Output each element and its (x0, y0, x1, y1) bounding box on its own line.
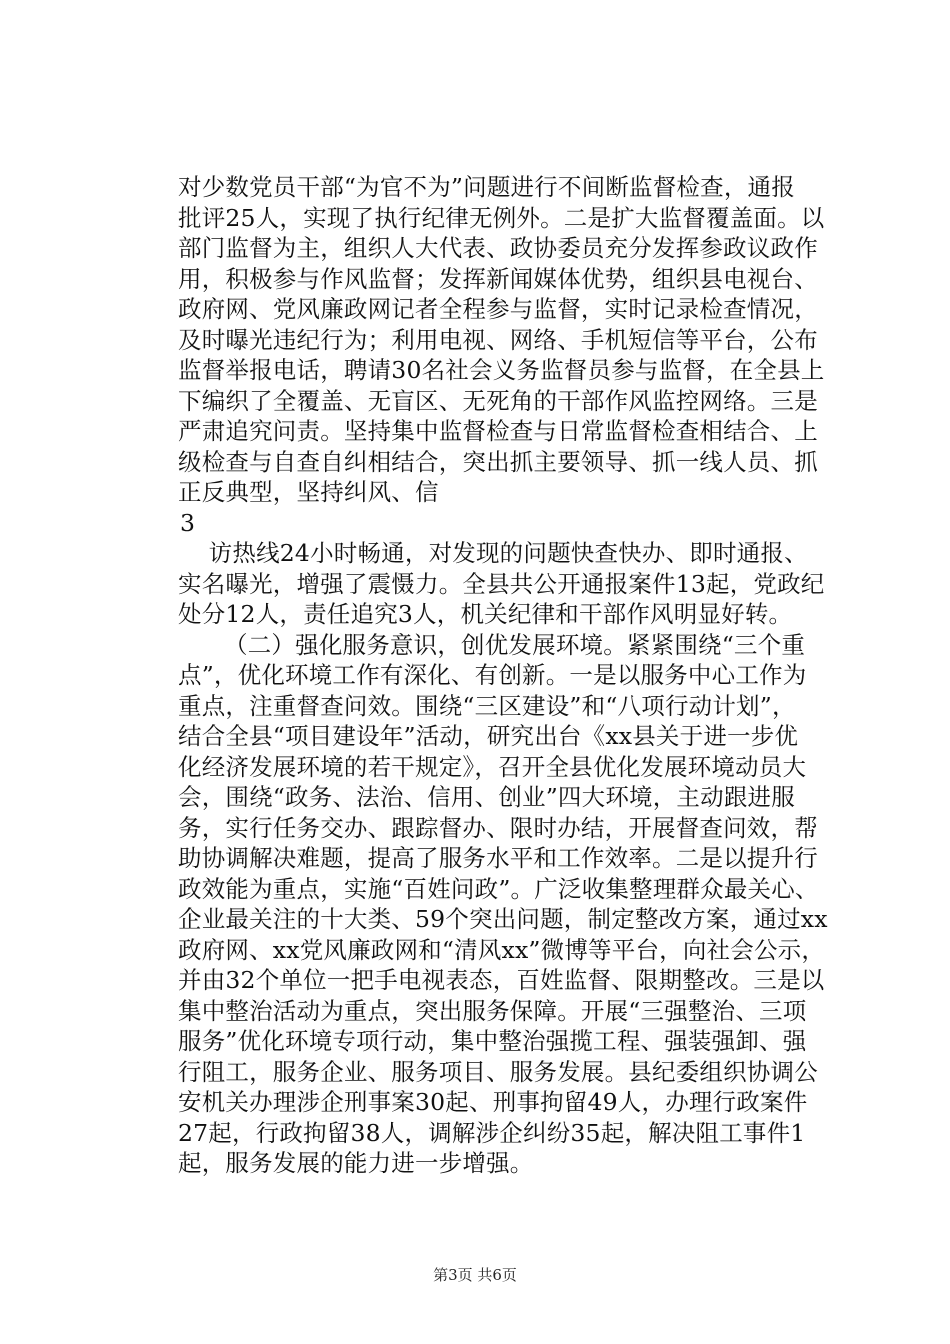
text-line: 27起，行政拘留38人，调解涉企纠纷35起，解决阻工事件1 (178, 1118, 806, 1147)
section-heading-line: （二）强化服务意识，创优发展环境。紧紧围绕“三个重 (178, 630, 806, 659)
text-line: 集中整治活动为重点，突出服务保障。开展“三强整治、三项 (178, 996, 807, 1025)
text-line: 安机关办理涉企刑事案30起、刑事拘留49人，办理行政案件 (178, 1088, 808, 1116)
text-line: 政府网、xx党风廉政网和“清风xx”微博等平台，向社会公示， (178, 935, 826, 964)
text-line: 行阻工，服务企业、服务项目、服务发展。县纪委组织协调公 (178, 1057, 818, 1086)
text-line: 并由32个单位一把手电视表态，百姓监督、限期整改。三是以 (178, 966, 825, 994)
inline-page-number: 3 (180, 508, 196, 537)
text-line: 会，围绕“政务、法治、信用、创业”四大环境，主动跟进服 (178, 783, 795, 811)
page-footer: 第3页 共6页 (433, 1266, 517, 1284)
text-line: 服务”优化环境专项行动，集中整治强揽工程、强装强卸、强 (178, 1027, 807, 1055)
text-line: 政府网、党风廉政网记者全程参与监督，实时记录检查情况， (178, 295, 818, 323)
text-line: 及时曝光违纪行为；利用电视、网络、手机短信等平台，公布 (178, 325, 818, 354)
text-line: 助协调解决难题，提高了服务水平和工作效率。二是以提升行 (178, 844, 818, 872)
text-line: 化经济发展环境的若干规定》，召开全县优化发展环境动员大 (178, 752, 807, 781)
text-line: 监督举报电话，聘请30名社会义务监督员参与监督，在全县上 (178, 356, 825, 384)
text-line: 用，积极参与作风监督；发挥新闻媒体优势，组织县电视台、 (178, 264, 818, 293)
text-line: 访热线24小时畅通，对发现的问题快查快办、即时通报、 (178, 539, 808, 567)
text-line: 结合全县“项目建设年”活动，研究出台《xx县关于进一步优 (178, 722, 799, 750)
text-line: 实名曝光，增强了震慑力。全县共公开通报案件13起，党政纪 (178, 569, 825, 598)
text-line: 下编织了全覆盖、无盲区、无死角的干部作风监控网络。三是 (178, 386, 818, 415)
text-line: 严肃追究问责。坚持集中监督检查与日常监督检查相结合、上 (178, 417, 818, 445)
text-line: 重点，注重督查问效。围绕“三区建设”和“八项行动计划”， (178, 691, 796, 720)
text-line: 起，服务发展的能力进一步增强。 (178, 1149, 534, 1177)
text-line: 务，实行任务交办、跟踪督办、限时办结，开展督查问效，帮 (178, 813, 818, 842)
text-line: 对少数党员干部“为官不为”问题进行不间断监督检查，通报 (178, 173, 795, 201)
text-line: 正反典型，坚持纠风、信 (178, 478, 439, 506)
text-line: 点”，优化环境工作有深化、有创新。一是以服务中心工作为 (178, 661, 807, 689)
text-line: 处分12人，责任追究3人，机关纪律和干部作风明显好转。 (178, 600, 793, 628)
text-line: 批评25人，实现了执行纪律无例外。二是扩大监督覆盖面。以 (178, 203, 825, 232)
text-line: 部门监督为主，组织人大代表、政协委员充分发挥参政议政作 (178, 234, 818, 262)
document-body (178, 172, 838, 1179)
text-line: 企业最关注的十大类、59个突出问题，制定整改方案，通过xx (178, 905, 828, 933)
text-line: 政效能为重点，实施“百姓问政”。广泛收集整理群众最关心、 (178, 874, 819, 903)
text-line: 级检查与自查自纠相结合，突出抓主要领导、抓一线人员、抓 (178, 447, 818, 476)
